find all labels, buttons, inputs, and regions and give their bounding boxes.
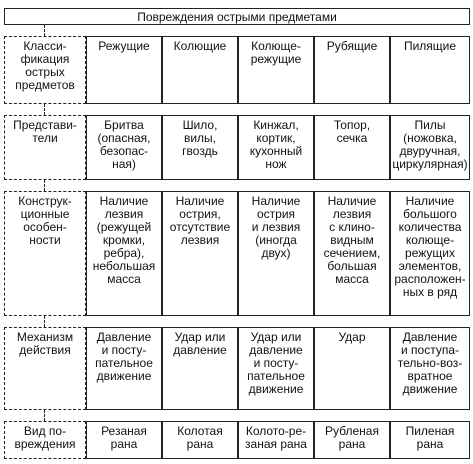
feat-chopping: Наличие лезвия с клино- видным сечением, большая масса bbox=[314, 191, 390, 316]
label-connector bbox=[44, 104, 45, 115]
row-label-injury-type: Вид по- вреждения bbox=[4, 421, 86, 459]
class-sawing: Пилящие bbox=[390, 36, 470, 104]
repr-sawing: Пилы (ножовка, двуручная, циркулярная) bbox=[390, 115, 470, 180]
injury-chopping: Рубленая рана bbox=[314, 421, 390, 459]
table-title: Повреждения острыми предметами bbox=[4, 8, 470, 25]
row-label-construction: Конструк- ционные особен- ности bbox=[4, 191, 86, 316]
label-connector bbox=[44, 180, 45, 191]
mech-sawing: Давление и поступа- тельно-воз- вратное движение bbox=[390, 327, 470, 410]
mech-chopping: Удар bbox=[314, 327, 390, 410]
mech-stab-cutting: Удар или давление и посту- пательное движение bbox=[238, 327, 314, 410]
label-connector bbox=[44, 25, 45, 36]
repr-chopping: Топор, сечка bbox=[314, 115, 390, 180]
feat-stab-cutting: Наличие острия и лезвия (иногда двух) bbox=[238, 191, 314, 316]
feat-sawing: Наличие большого количества колюще- режущих элементов, расположен- ных в ряд bbox=[390, 191, 470, 316]
repr-cutting: Бритва (опасная, безопас- ная) bbox=[86, 115, 162, 180]
feat-cutting: Наличие лезвия (режущей кромки, ребра), небольшая масса bbox=[86, 191, 162, 316]
mech-piercing: Удар или давление bbox=[162, 327, 238, 410]
feat-piercing: Наличие острия, отсутствие лезвия bbox=[162, 191, 238, 316]
class-stab-cutting: Колюще- режущие bbox=[238, 36, 314, 104]
label-connector bbox=[44, 410, 45, 421]
repr-stab-cutting: Кинжал, кортик, кухонный нож bbox=[238, 115, 314, 180]
injury-sawing: Пиленая рана bbox=[390, 421, 470, 459]
injury-cutting: Резаная рана bbox=[86, 421, 162, 459]
row-label-representatives: Представи- тели bbox=[4, 115, 86, 180]
injury-stab-cutting: Колото-ре- заная рана bbox=[238, 421, 314, 459]
label-connector bbox=[44, 316, 45, 327]
mech-cutting: Давление и посту- пательное движение bbox=[86, 327, 162, 410]
row-label-mechanism: Механизм действия bbox=[4, 327, 86, 410]
class-piercing: Колющие bbox=[162, 36, 238, 104]
class-cutting: Режущие bbox=[86, 36, 162, 104]
injury-piercing: Колотая рана bbox=[162, 421, 238, 459]
row-label-classification: Класси- фикация острых предметов bbox=[4, 36, 86, 104]
repr-piercing: Шило, вилы, гвоздь bbox=[162, 115, 238, 180]
class-chopping: Рубящие bbox=[314, 36, 390, 104]
